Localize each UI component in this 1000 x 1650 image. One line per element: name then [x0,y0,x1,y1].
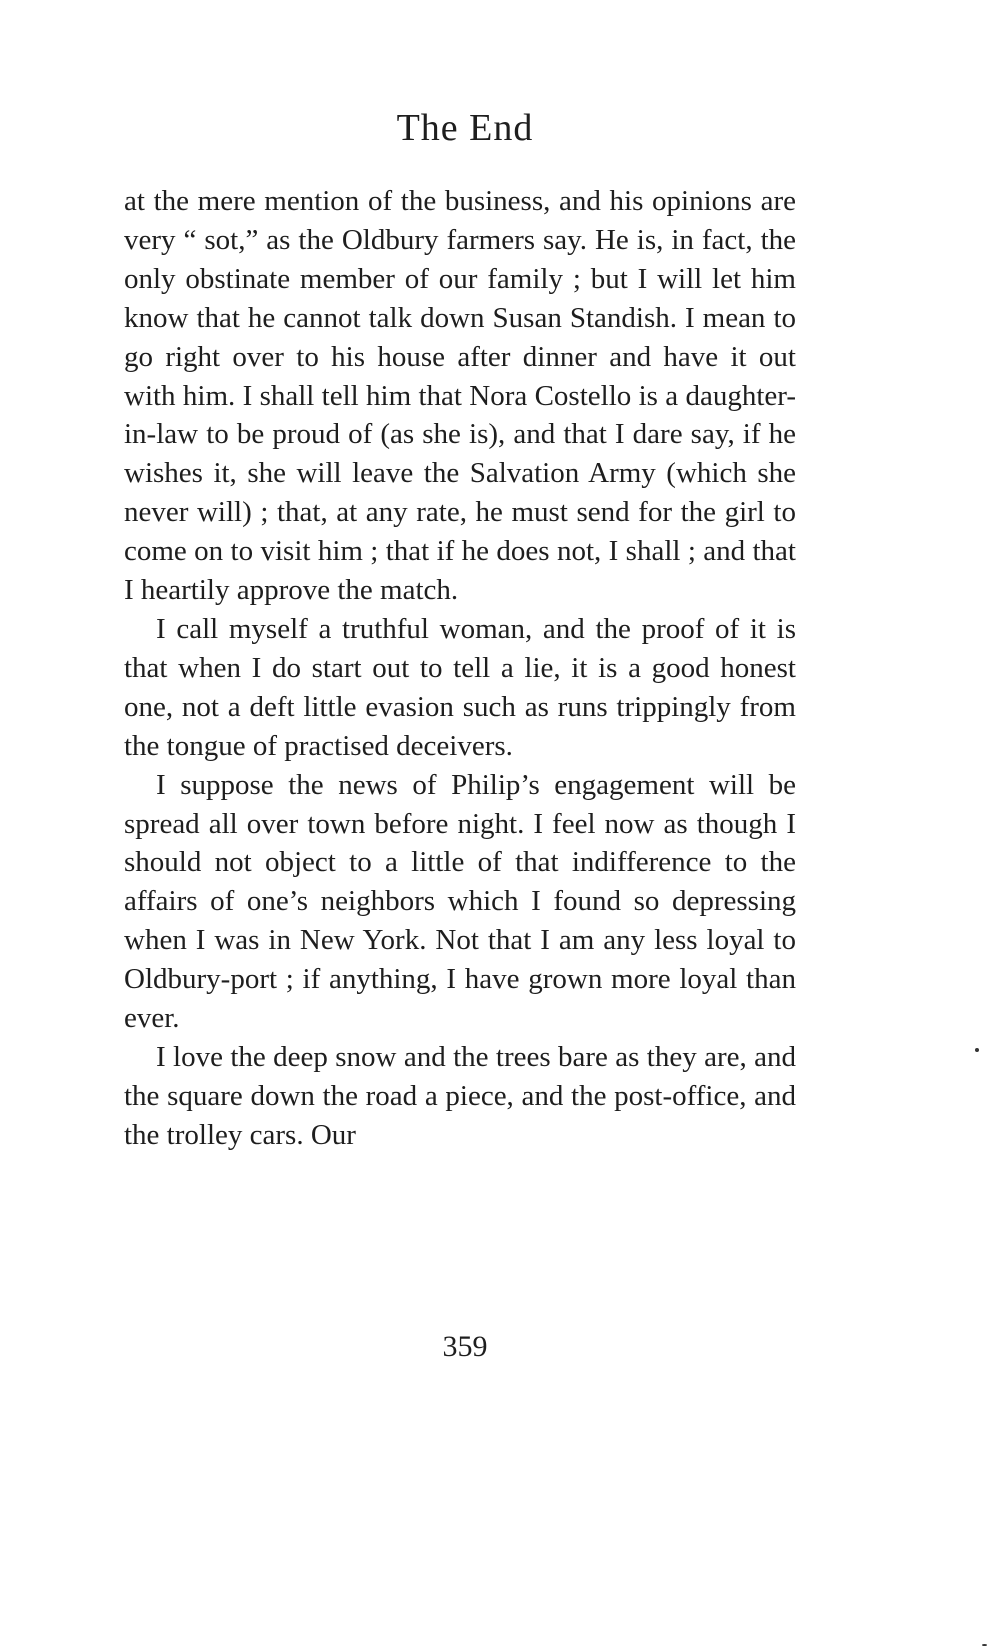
body-text [124,182,796,1155]
paragraph-1: at the mere mention of the business, and his opinions are very “ sot,” as the Oldbury farmers say. He is, in fact, the only obstinate member of our family ; but I will let him know that he cannot talk down Susan Standish. I mean to go right over to his house after dinner and have it out with him. I shall tell him that Nora Costello is a daughter-in-law to be proud of (as she is), and that I dare say, if he wishes it, she will leave the Salvation Army (which she never will) ; that, at any rate, he must send for the girl to come on to visit him ; that if he does not, I shall ; and that I heartily approve the match. [124,185,796,607]
running-head: The End [396,107,534,149]
paragraph-4: I love the deep snow and the trees bare as they are, and the square down the road a piece, and the post-office, and the trolley cars. Our [124,1040,796,1151]
paragraph-2: I call myself a truthful woman, and the proof of it is that when I do start out to tell a lie, it is a good honest one, not a deft little evasion such as runs trippingly from the tongue of practised deceivers. [124,612,796,762]
page-number: 359 [442,1330,488,1363]
ink-speck [982,1644,987,1646]
ink-speck [975,1048,979,1052]
paragraph-3: I suppose the news of Philip’s engagement will be spread all over town before night. I feel now as though I should not object to a little of that indifference to the affairs of one’s neighbors which I found so depressing when I was in New York. Not that I am any less loyal to Oldbury-port ; if anything, I have grown more loyal than ever. [124,768,796,1035]
